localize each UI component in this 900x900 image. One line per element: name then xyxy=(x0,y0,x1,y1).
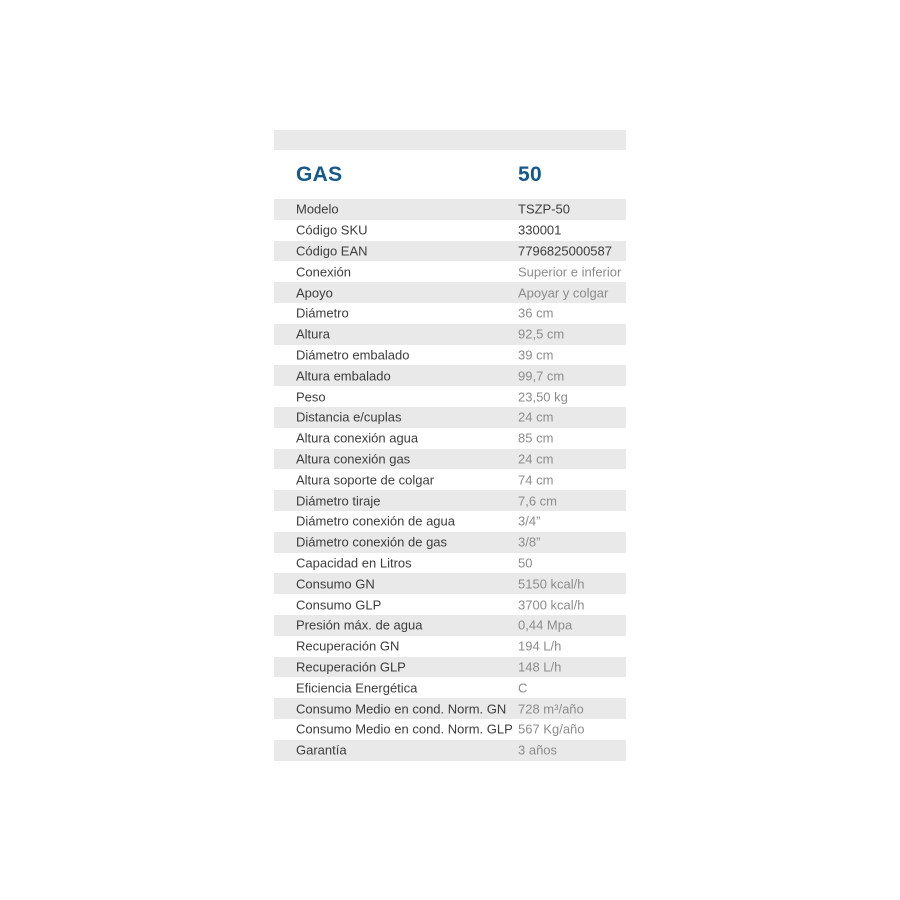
spec-row-value: 728 m³/año xyxy=(518,701,584,717)
spec-row xyxy=(274,282,626,303)
spec-row-label: Conexión xyxy=(296,264,351,280)
spec-row-value: 5150 kcal/h xyxy=(518,576,585,592)
spec-row-label: Capacidad en Litros xyxy=(296,555,412,571)
spec-row-value: C xyxy=(518,680,528,696)
spec-row-label: Consumo Medio en cond. Norm. GN xyxy=(296,701,507,717)
spec-row xyxy=(274,719,626,740)
spec-row-label: Altura xyxy=(296,326,330,342)
table-top-bar xyxy=(274,130,626,150)
spec-row xyxy=(274,407,626,428)
spec-row xyxy=(274,324,626,345)
spec-row-label: Presión máx. de agua xyxy=(296,617,423,633)
spec-row-value: 3/4” xyxy=(518,513,541,529)
spec-row-value: 24 cm xyxy=(518,451,554,467)
spec-row-value: 7,6 cm xyxy=(518,493,558,509)
spec-row xyxy=(274,241,626,262)
spec-row-label: Altura conexión agua xyxy=(296,430,419,446)
spec-row-value: 148 L/h xyxy=(518,659,562,675)
spec-row xyxy=(274,365,626,386)
spec-row xyxy=(274,573,626,594)
spec-row-value: 36 cm xyxy=(518,305,554,321)
spec-row-label: Diámetro conexión de gas xyxy=(296,534,448,550)
spec-row-label: Altura embalado xyxy=(296,368,391,384)
spec-row-label: Modelo xyxy=(296,201,339,217)
spec-row-value: 7796825000587 xyxy=(518,243,612,259)
spec-row-label: Diámetro embalado xyxy=(296,347,410,363)
spec-row-value: 194 L/h xyxy=(518,638,562,654)
spec-row-label: Garantía xyxy=(296,742,347,758)
spec-row xyxy=(274,553,626,574)
header-size: 50 xyxy=(518,162,542,186)
spec-row xyxy=(274,740,626,761)
spec-row-value: 0,44 Mpa xyxy=(518,617,573,633)
spec-row-value: 567 Kg/año xyxy=(518,721,585,737)
spec-row-label: Altura soporte de colgar xyxy=(296,472,435,488)
spec-row-value: 3700 kcal/h xyxy=(518,597,585,613)
spec-row xyxy=(274,532,626,553)
spec-row xyxy=(274,657,626,678)
spec-row-label: Peso xyxy=(296,389,326,405)
spec-row-value: 24 cm xyxy=(518,409,554,425)
spec-row xyxy=(274,615,626,636)
spec-row-label: Código EAN xyxy=(296,243,368,259)
spec-row xyxy=(274,220,626,241)
spec-row-value: 3 años xyxy=(518,742,558,758)
spec-row xyxy=(274,386,626,407)
spec-row-label: Diámetro tiraje xyxy=(296,493,381,509)
spec-row-label: Apoyo xyxy=(296,285,333,301)
spec-row xyxy=(274,345,626,366)
spec-row-value: Superior e inferior xyxy=(518,264,622,280)
spec-row-label: Recuperación GLP xyxy=(296,659,406,675)
spec-row-label: Diámetro conexión de agua xyxy=(296,513,455,529)
spec-row-label: Código SKU xyxy=(296,222,368,238)
spec-row-value: Apoyar y colgar xyxy=(518,285,609,301)
spec-row xyxy=(274,449,626,470)
spec-row-value: 50 xyxy=(518,555,533,571)
spec-row-value: 99,7 cm xyxy=(518,368,565,384)
spec-row-label: Consumo GLP xyxy=(296,597,382,613)
spec-row-value: 85 cm xyxy=(518,430,554,446)
spec-row xyxy=(274,469,626,490)
spec-row xyxy=(274,261,626,282)
spec-row-value: 330001 xyxy=(518,222,562,238)
spec-row xyxy=(274,677,626,698)
spec-row xyxy=(274,303,626,324)
spec-rows xyxy=(274,199,626,761)
spec-row-label: Recuperación GN xyxy=(296,638,400,654)
spec-row-value: TSZP-50 xyxy=(518,201,571,217)
spec-row-label: Diámetro xyxy=(296,305,349,321)
spec-row-label: Eficiencia Energética xyxy=(296,680,418,696)
spec-row xyxy=(274,199,626,220)
spec-table xyxy=(274,130,626,761)
header-category: GAS xyxy=(296,162,343,186)
spec-row-value: 92,5 cm xyxy=(518,326,565,342)
spec-row-value: 3/8” xyxy=(518,534,541,550)
spec-row xyxy=(274,594,626,615)
spec-row xyxy=(274,490,626,511)
spec-row xyxy=(274,636,626,657)
spec-row-label: Consumo GN xyxy=(296,576,375,592)
spec-row-label: Altura conexión gas xyxy=(296,451,411,467)
spec-row xyxy=(274,511,626,532)
spec-row xyxy=(274,698,626,719)
spec-row-label: Distancia e/cuplas xyxy=(296,409,402,425)
spec-row-value: 39 cm xyxy=(518,347,554,363)
spec-row-label: Consumo Medio en cond. Norm. GLP xyxy=(296,721,513,737)
spec-row-value: 23,50 kg xyxy=(518,389,568,405)
table-header xyxy=(274,150,626,199)
spec-row-value: 74 cm xyxy=(518,472,554,488)
spec-row xyxy=(274,428,626,449)
